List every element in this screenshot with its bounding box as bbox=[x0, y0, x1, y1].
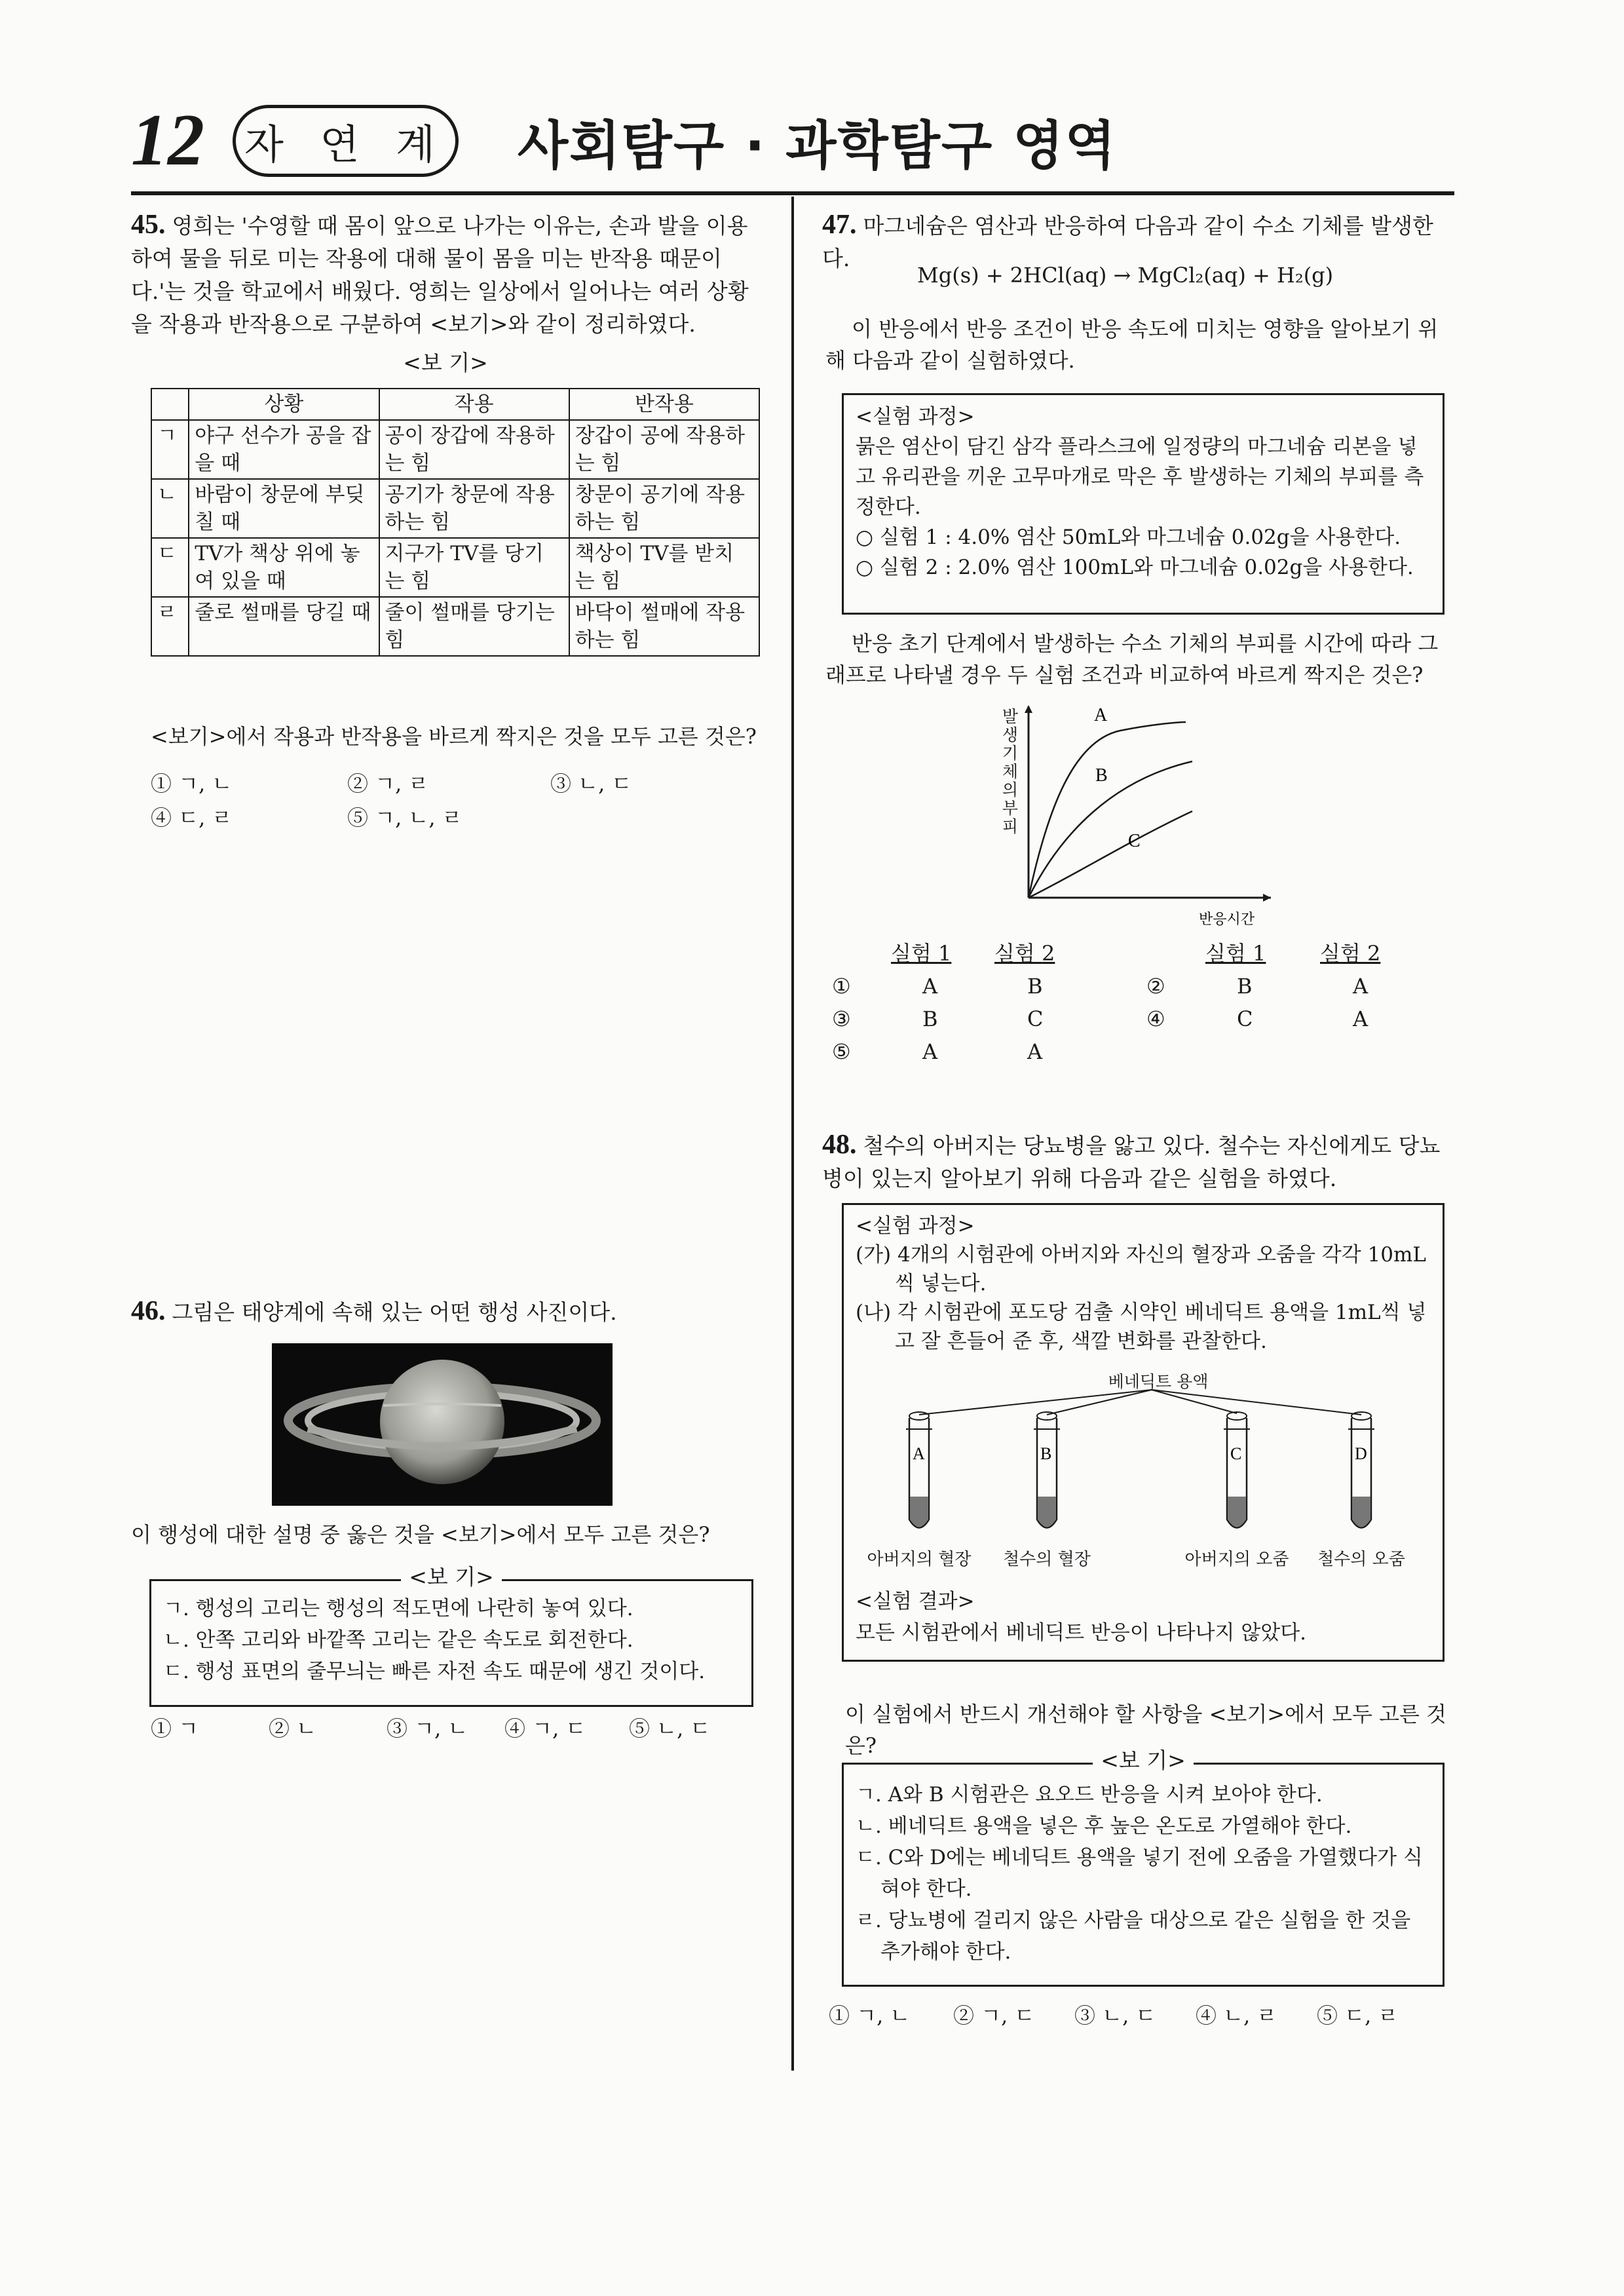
q48-proc-title: <실험 과정> bbox=[856, 1214, 975, 1238]
q47-header-exp2-b: 실험 2 bbox=[1320, 941, 1381, 966]
q46-option-1[interactable]: ① ㄱ bbox=[151, 1716, 199, 1741]
q45-table bbox=[151, 388, 760, 657]
tube-letter-d: D bbox=[1355, 1444, 1367, 1463]
row-action: 줄이 썰매를 당기는 힘 bbox=[379, 597, 569, 656]
row-action: 공기가 창문에 작용하는 힘 bbox=[379, 479, 569, 538]
q45-header-reaction: 반작용 bbox=[569, 389, 759, 420]
q46-option-4[interactable]: ④ ㄱ, ㄷ bbox=[504, 1716, 586, 1741]
table-row bbox=[151, 420, 759, 479]
q47-graph bbox=[983, 701, 1284, 930]
q46-option-2[interactable]: ② ㄴ bbox=[269, 1716, 317, 1741]
q46-bogi-box bbox=[149, 1564, 753, 1707]
answer-exp1: A bbox=[922, 974, 938, 999]
tube-label-b: 철수의 혈장 bbox=[1003, 1550, 1091, 1569]
q48-bogi-title-text: <보 기> bbox=[1093, 1748, 1194, 1773]
row-mark: ㄹ bbox=[151, 597, 189, 656]
q45-option-1[interactable]: ① ㄱ, ㄴ bbox=[151, 771, 233, 796]
q45-header-situation: 상황 bbox=[189, 389, 379, 420]
q47-stem-text: 마그네슘은 염산과 반응하여 다음과 같이 수소 기체를 발생한다. bbox=[822, 213, 1433, 271]
y-axis-label: 발생기체의 부피 bbox=[1002, 707, 1019, 836]
q47-equation: Mg(s) + 2HCl(aq) → MgCl₂(aq) + H₂(g) bbox=[917, 263, 1334, 288]
q45-header-action: 작용 bbox=[379, 389, 569, 420]
q47-question: 반응 초기 단계에서 발생하는 수소 기체의 부피를 시간에 따라 그래프로 나타낼 경우 두 실험 조건과 비교하여 바르게 짝지은 것은? bbox=[825, 631, 1439, 687]
table-row bbox=[151, 597, 759, 656]
column-divider bbox=[791, 197, 794, 2071]
tube-label-a: 아버지의 혈장 bbox=[867, 1550, 972, 1569]
curve-label-c: C bbox=[1128, 831, 1141, 851]
x-arrow bbox=[1263, 894, 1271, 902]
q48-bogi-item: ㄹ. 당뇨병에 걸리지 않은 사람을 대상으로 같은 실험을 한 것을 추가해야 한다. bbox=[856, 1909, 1411, 1964]
q48-step-a: (가) 4개의 시험관에 아버지와 자신의 혈장과 오줌을 각각 10mL씩 넣는다. bbox=[856, 1243, 1426, 1295]
q47-number: 47. bbox=[822, 210, 857, 240]
q46-stem-text: 그림은 태양계에 속해 있는 어떤 행성 사진이다. bbox=[172, 1299, 617, 1325]
q48-bogi-item: ㄷ. C와 D에는 베네딕트 용액을 넣기 전에 오줌을 가열했다가 식혀야 한다. bbox=[856, 1846, 1423, 1901]
row-reaction: 책상이 TV를 받치는 힘 bbox=[569, 538, 759, 597]
q48-result-title: <실험 결과> bbox=[856, 1590, 975, 1613]
pointer-line-d bbox=[1152, 1390, 1361, 1415]
q45-question: <보기>에서 작용과 반작용을 바르게 짝지은 것을 모두 고른 것은? bbox=[151, 724, 757, 749]
q45-option-2[interactable]: ② ㄱ, ㄹ bbox=[347, 771, 429, 796]
answer-exp1: B bbox=[922, 1006, 938, 1031]
curve-label-b: B bbox=[1095, 765, 1108, 786]
answer-mark: ⑤ bbox=[832, 1039, 851, 1064]
tube-letter-b: B bbox=[1040, 1444, 1052, 1463]
answer-exp2: B bbox=[1027, 974, 1043, 999]
answer-mark: ④ bbox=[1146, 1006, 1165, 1031]
row-mark: ㄱ bbox=[151, 420, 189, 479]
row-mark: ㄴ bbox=[151, 479, 189, 538]
q47-header-exp2: 실험 2 bbox=[994, 941, 1055, 966]
q47-proc-text: 묽은 염산이 담긴 삼각 플라스크에 일정량의 마그네슘 리본을 넣고 유리관을 끼운 고무마개로 막은 후 발생하는 기체의 부피를 측정한다. bbox=[856, 435, 1424, 519]
q45-option-3[interactable]: ③ ㄴ, ㄷ bbox=[550, 771, 632, 796]
saturn-photo bbox=[272, 1343, 613, 1506]
row-situation: 줄로 썰매를 당길 때 bbox=[189, 597, 379, 656]
planet-body bbox=[380, 1360, 504, 1484]
q46-bogi-item: ㄱ. 행성의 고리는 행성의 적도면에 나란히 놓여 있다. bbox=[163, 1597, 633, 1620]
q47-answer-table bbox=[832, 937, 1454, 1068]
answer-mark: ③ bbox=[832, 1006, 851, 1031]
q48-bogi-box bbox=[842, 1748, 1445, 1987]
test-tube-d bbox=[1348, 1412, 1374, 1528]
row-situation: 야구 선수가 공을 잡을 때 bbox=[189, 420, 379, 479]
q46-bogi-item: ㄴ. 안쪽 고리와 바깥쪽 고리는 같은 속도로 회전한다. bbox=[163, 1628, 633, 1652]
answer-exp2: A bbox=[1027, 1039, 1043, 1064]
x-axis-label: 반응시간 bbox=[1199, 911, 1255, 928]
q48-option-3[interactable]: ③ ㄴ, ㄷ bbox=[1074, 2003, 1156, 2028]
page-number: 12 bbox=[131, 100, 204, 181]
q48-option-5[interactable]: ⑤ ㄷ, ㄹ bbox=[1317, 2003, 1399, 2028]
q47-exp2: ○ 실험 2 : 2.0% 염산 100mL와 마그네슘 0.02g을 사용한다. bbox=[856, 556, 1414, 579]
q48-question: 이 실험에서 반드시 개선해야 할 사항을 <보기>에서 모두 고른 것은? bbox=[845, 1702, 1446, 1758]
tube-letter-c: C bbox=[1230, 1444, 1242, 1463]
row-reaction: 창문이 공기에 작용하는 힘 bbox=[569, 479, 759, 538]
q48-bogi-item: ㄴ. 베네딕트 용액을 넣은 후 높은 온도로 가열해야 한다. bbox=[856, 1814, 1352, 1838]
q46-options bbox=[151, 1712, 760, 1746]
curve-label-a: A bbox=[1094, 705, 1108, 725]
header-rule bbox=[131, 191, 1454, 195]
answer-mark: ① bbox=[832, 974, 851, 999]
q47-header-exp1-b: 실험 1 bbox=[1205, 941, 1266, 966]
y-arrow bbox=[1025, 705, 1032, 713]
row-reaction: 장갑이 공에 작용하는 힘 bbox=[569, 420, 759, 479]
q46-option-3[interactable]: ③ ㄱ, ㄴ bbox=[387, 1716, 468, 1741]
q46-bogi-title-text: <보 기> bbox=[401, 1564, 502, 1590]
answer-mark: ② bbox=[1146, 974, 1165, 999]
table-row bbox=[151, 538, 759, 597]
row-mark: ㄷ bbox=[151, 538, 189, 597]
q45-option-4[interactable]: ④ ㄷ, ㄹ bbox=[151, 805, 233, 830]
pointer-line-c bbox=[1152, 1390, 1237, 1413]
curve-b bbox=[1029, 761, 1192, 898]
q48-stem-text: 철수의 아버지는 당뇨병을 앓고 있다. 철수는 자신에게도 당뇨병이 있는지 알아보기 위해 다음과 같은 실험을 하였다. bbox=[822, 1133, 1441, 1191]
curve-a bbox=[1029, 722, 1186, 898]
q48-option-2[interactable]: ② ㄱ, ㄷ bbox=[953, 2003, 1035, 2028]
q48-option-1[interactable]: ① ㄱ, ㄴ bbox=[829, 2003, 911, 2028]
q45-option-5[interactable]: ⑤ ㄱ, ㄴ, ㄹ bbox=[347, 805, 463, 830]
row-action: 지구가 TV를 당기는 힘 bbox=[379, 538, 569, 597]
answer-exp1: A bbox=[922, 1039, 938, 1064]
q48-options bbox=[829, 1999, 1451, 2033]
test-tube-figure bbox=[844, 1382, 1443, 1552]
answer-exp1: B bbox=[1237, 974, 1253, 999]
row-situation: TV가 책상 위에 놓여 있을 때 bbox=[189, 538, 379, 597]
q47-answer-row[interactable] bbox=[832, 1003, 1454, 1035]
q45-stem bbox=[131, 208, 760, 341]
q47-answer-row[interactable] bbox=[832, 970, 1454, 1003]
q48-stem bbox=[822, 1128, 1458, 1195]
tube-label-d: 철수의 오줌 bbox=[1317, 1550, 1405, 1569]
q47-stem2: 이 반응에서 반응 조건이 반응 속도에 미치는 영향을 알아보기 위해 다음과 같이 실험하였다. bbox=[825, 316, 1439, 373]
pointer-line-b bbox=[1047, 1390, 1152, 1415]
q46-bogi-title bbox=[151, 1564, 751, 1590]
q48-option-4[interactable]: ④ ㄴ, ㄹ bbox=[1196, 2003, 1277, 2028]
q47-header-exp1: 실험 1 bbox=[891, 941, 952, 966]
q47-exp1: ○ 실험 1 : 4.0% 염산 50mL와 마그네슘 0.02g을 사용한다. bbox=[856, 526, 1401, 549]
curve-c bbox=[1029, 811, 1192, 898]
page-title: 사회탐구 · 과학탐구 영역 bbox=[518, 115, 1117, 176]
section-badge: 자 연 계 bbox=[233, 105, 459, 177]
q46-option-5[interactable]: ⑤ ㄴ, ㄷ bbox=[629, 1716, 711, 1741]
q48-result: 모든 시험관에서 베네딕트 반응이 나타나지 않았다. bbox=[856, 1621, 1306, 1645]
q47-answer-headers bbox=[832, 937, 1454, 970]
q48-bogi-item: ㄱ. A와 B 시험관은 요오드 반응을 시켜 보아야 한다. bbox=[856, 1783, 1323, 1807]
test-tube-c bbox=[1224, 1412, 1250, 1528]
row-action: 공이 장갑에 작용하는 힘 bbox=[379, 420, 569, 479]
test-tube-b bbox=[1034, 1412, 1060, 1528]
q48-bogi-list bbox=[856, 1779, 1431, 1968]
test-tube-a bbox=[906, 1412, 932, 1528]
answer-exp2: C bbox=[1027, 1006, 1044, 1031]
answer-exp1: C bbox=[1237, 1006, 1253, 1031]
q45-header-blank bbox=[151, 389, 189, 420]
answer-exp2: A bbox=[1353, 1006, 1369, 1031]
q46-number: 46. bbox=[131, 1296, 166, 1326]
q45-table-wrap bbox=[151, 388, 760, 657]
reagent-label: 베네딕트 용액 bbox=[1108, 1372, 1209, 1391]
q45-options bbox=[151, 767, 760, 835]
q46-stem bbox=[131, 1295, 760, 1329]
q46-bogi-item: ㄷ. 행성 표면의 줄무늬는 빠른 자전 속도 때문에 생긴 것이다. bbox=[163, 1660, 706, 1683]
table-row bbox=[151, 479, 759, 538]
q45-number: 45. bbox=[131, 210, 166, 240]
q48-number: 48. bbox=[822, 1130, 857, 1160]
answer-exp2: A bbox=[1353, 974, 1369, 999]
q47-procedure-box bbox=[842, 393, 1445, 615]
tube-label-c: 아버지의 오줌 bbox=[1184, 1550, 1289, 1569]
saturn-image bbox=[272, 1343, 613, 1506]
q48-step-b: (나) 각 시험관에 포도당 검출 시약인 베네딕트 용액을 1mL씩 넣고 잘 흔들어 준 후, 색깔 변화를 관찰한다. bbox=[856, 1301, 1427, 1353]
q47-proc-title: <실험 과정> bbox=[856, 405, 975, 429]
q48-procedure-box bbox=[842, 1203, 1445, 1662]
q47-graph-svg bbox=[983, 701, 1284, 930]
q47-answer-row[interactable] bbox=[832, 1035, 1454, 1068]
q45-table-header bbox=[151, 389, 759, 420]
pointer-line-a bbox=[919, 1390, 1152, 1415]
q46-question: 이 행성에 대한 설명 중 옳은 것을 <보기>에서 모두 고른 것은? bbox=[131, 1522, 710, 1547]
row-situation: 바람이 창문에 부딪칠 때 bbox=[189, 479, 379, 538]
q48-bogi-title bbox=[844, 1748, 1443, 1774]
q45-bogi-title: <보 기> bbox=[403, 350, 488, 375]
q46-bogi-list bbox=[163, 1593, 740, 1687]
row-reaction: 바닥이 썰매에 작용하는 힘 bbox=[569, 597, 759, 656]
q45-stem-text: 영희는 '수영할 때 몸이 앞으로 나가는 이유는, 손과 발을 이용하여 물을 뒤로 미는 작용에 대해 물이 몸을 미는 반작용 때문이다.'는 것을 학교에서 배웠다. 영희는 일상에서 일어나는 여러 상황을 작용과 반작용으로 구분하여 <보기>와 같이 정리하였다. bbox=[131, 213, 749, 337]
tube-letter-a: A bbox=[913, 1444, 925, 1463]
